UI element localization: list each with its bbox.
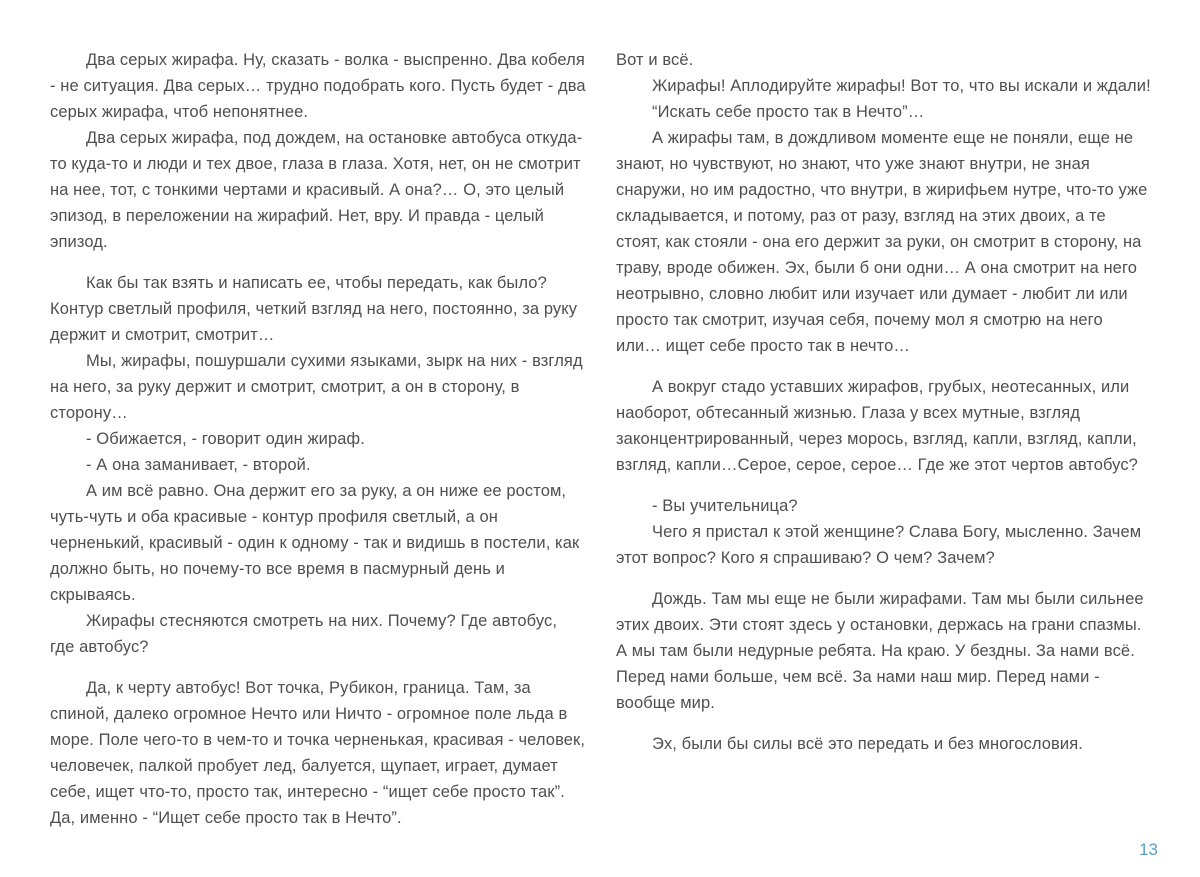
- paragraph: “Искать себе просто так в Нечто”…: [652, 103, 925, 121]
- paragraph: Эх, были бы силы всё это передать и без многословия.: [652, 735, 1083, 753]
- text-column-left: [50, 47, 586, 831]
- paragraph: Чего я пристал к этой женщине? Слава Богу, мысленно. Зачем этот вопрос? Кого я спрашиваю? О чем? Зачем?: [616, 523, 1142, 567]
- paragraph: - А она заманивает, - второй.: [86, 456, 311, 474]
- page-number: 13: [1139, 840, 1158, 859]
- paragraph: Вот и всё.: [616, 51, 694, 69]
- paragraph: Два серых жирафа. Ну, сказать - волка - выспренно. Два кобеля - не ситуация. Два серых… трудно подобрать кого. Пусть будет - два серых жирафа, чтоб непонятнее.: [50, 51, 586, 121]
- paragraph: А им всё равно. Она держит его за руку, а он ниже ее ростом, чуть-чуть и оба красивые - контур профиля светлый, а он черненький, красивый - один к одному - так и видишь в постели, как должно быть, но почему-то все время в пасмурный день и скрываясь.: [50, 482, 580, 604]
- page-content: [50, 47, 1152, 831]
- paragraph: А вокруг стадо уставших жирафов, грубых, неотесанных, или наоборот, обтесанный жизнью. Глаза у всех мутные, взгляд законцентрированный, через морось, взгляд, капли, взгляд, капли, взгляд, капли…Серое, серое, серое… Где же этот чертов автобус?: [616, 378, 1138, 474]
- paragraph: - Вы учительница?: [652, 497, 798, 515]
- paragraph: Жирафы стесняются смотреть на них. Почему? Где автобус, где автобус?: [50, 612, 558, 656]
- paragraph: Дождь. Там мы еще не были жирафами. Там мы были сильнее этих двоих. Эти стоят здесь у остановки, держась на грани спазмы. А мы там были недурные ребята. На краю. У бездны. За нами всё. Перед нами больше, чем всё. За нами наш мир. Перед нами - вообще мир.: [616, 590, 1144, 712]
- paragraph: А жирафы там, в дождливом моменте еще не поняли, еще не знают, но чувствуют, но знают, что уже знают внутри, не зная снаружи, но им радостно, что внутри, в жирифьем нутре, что-то уже складывается, и потому, раз от разу, взгляд на этих двоих, а те стоят, как стояли - она его держит за руки, он смотрит в сторону, на траву, вроде обижен. Эх, были б они одни… А она смотрит на него неотрывно, словно любит или изучает или думает - любит ли или просто так смотрит, изучая себя, почему мол я смотрю на него или… ищет себе просто так в нечто…: [616, 129, 1148, 355]
- paragraph: Жирафы! Аплодируйте жирафы! Вот то, что вы искали и ждали!: [652, 77, 1151, 95]
- paragraph: Мы, жирафы, пошуршали сухими языками, зырк на них - взгляд на него, за руку держит и смотрит, смотрит, а он в сторону, в сторону…: [50, 352, 583, 422]
- paragraph: Да, к черту автобус! Вот точка, Рубикон, граница. Там, за спиной, далеко огромное Нечто или Ничто - огромное поле льда в море. Поле чего-то в чем-то и точка черненькая, красивая - человек, человечек, палкой пробует лед, балуется, щупает, играет, думает себе, ищет что-то, просто так, интересно - “ищет себе просто так”. Да, именно - “Ищет себе просто так в Нечто”.: [50, 679, 586, 827]
- text-column-right: [616, 47, 1152, 831]
- paragraph: Два серых жирафа, под дождем, на остановке автобуса откуда-то куда-то и люди и тех двое, глаза в глаза. Хотя, нет, он не смотрит на нее, тот, с тонкими чертами и красивый. А она?… О, это целый эпизод, в переложении на жирафий. Нет, вру. И правда - целый эпизод.: [50, 129, 583, 251]
- paragraph: - Обижается, - говорит один жираф.: [86, 430, 365, 448]
- paragraph: Как бы так взять и написать ее, чтобы передать, как было? Контур светлый профиля, четкий взгляд на него, постоянно, за руку держит и смотрит, смотрит…: [50, 274, 578, 344]
